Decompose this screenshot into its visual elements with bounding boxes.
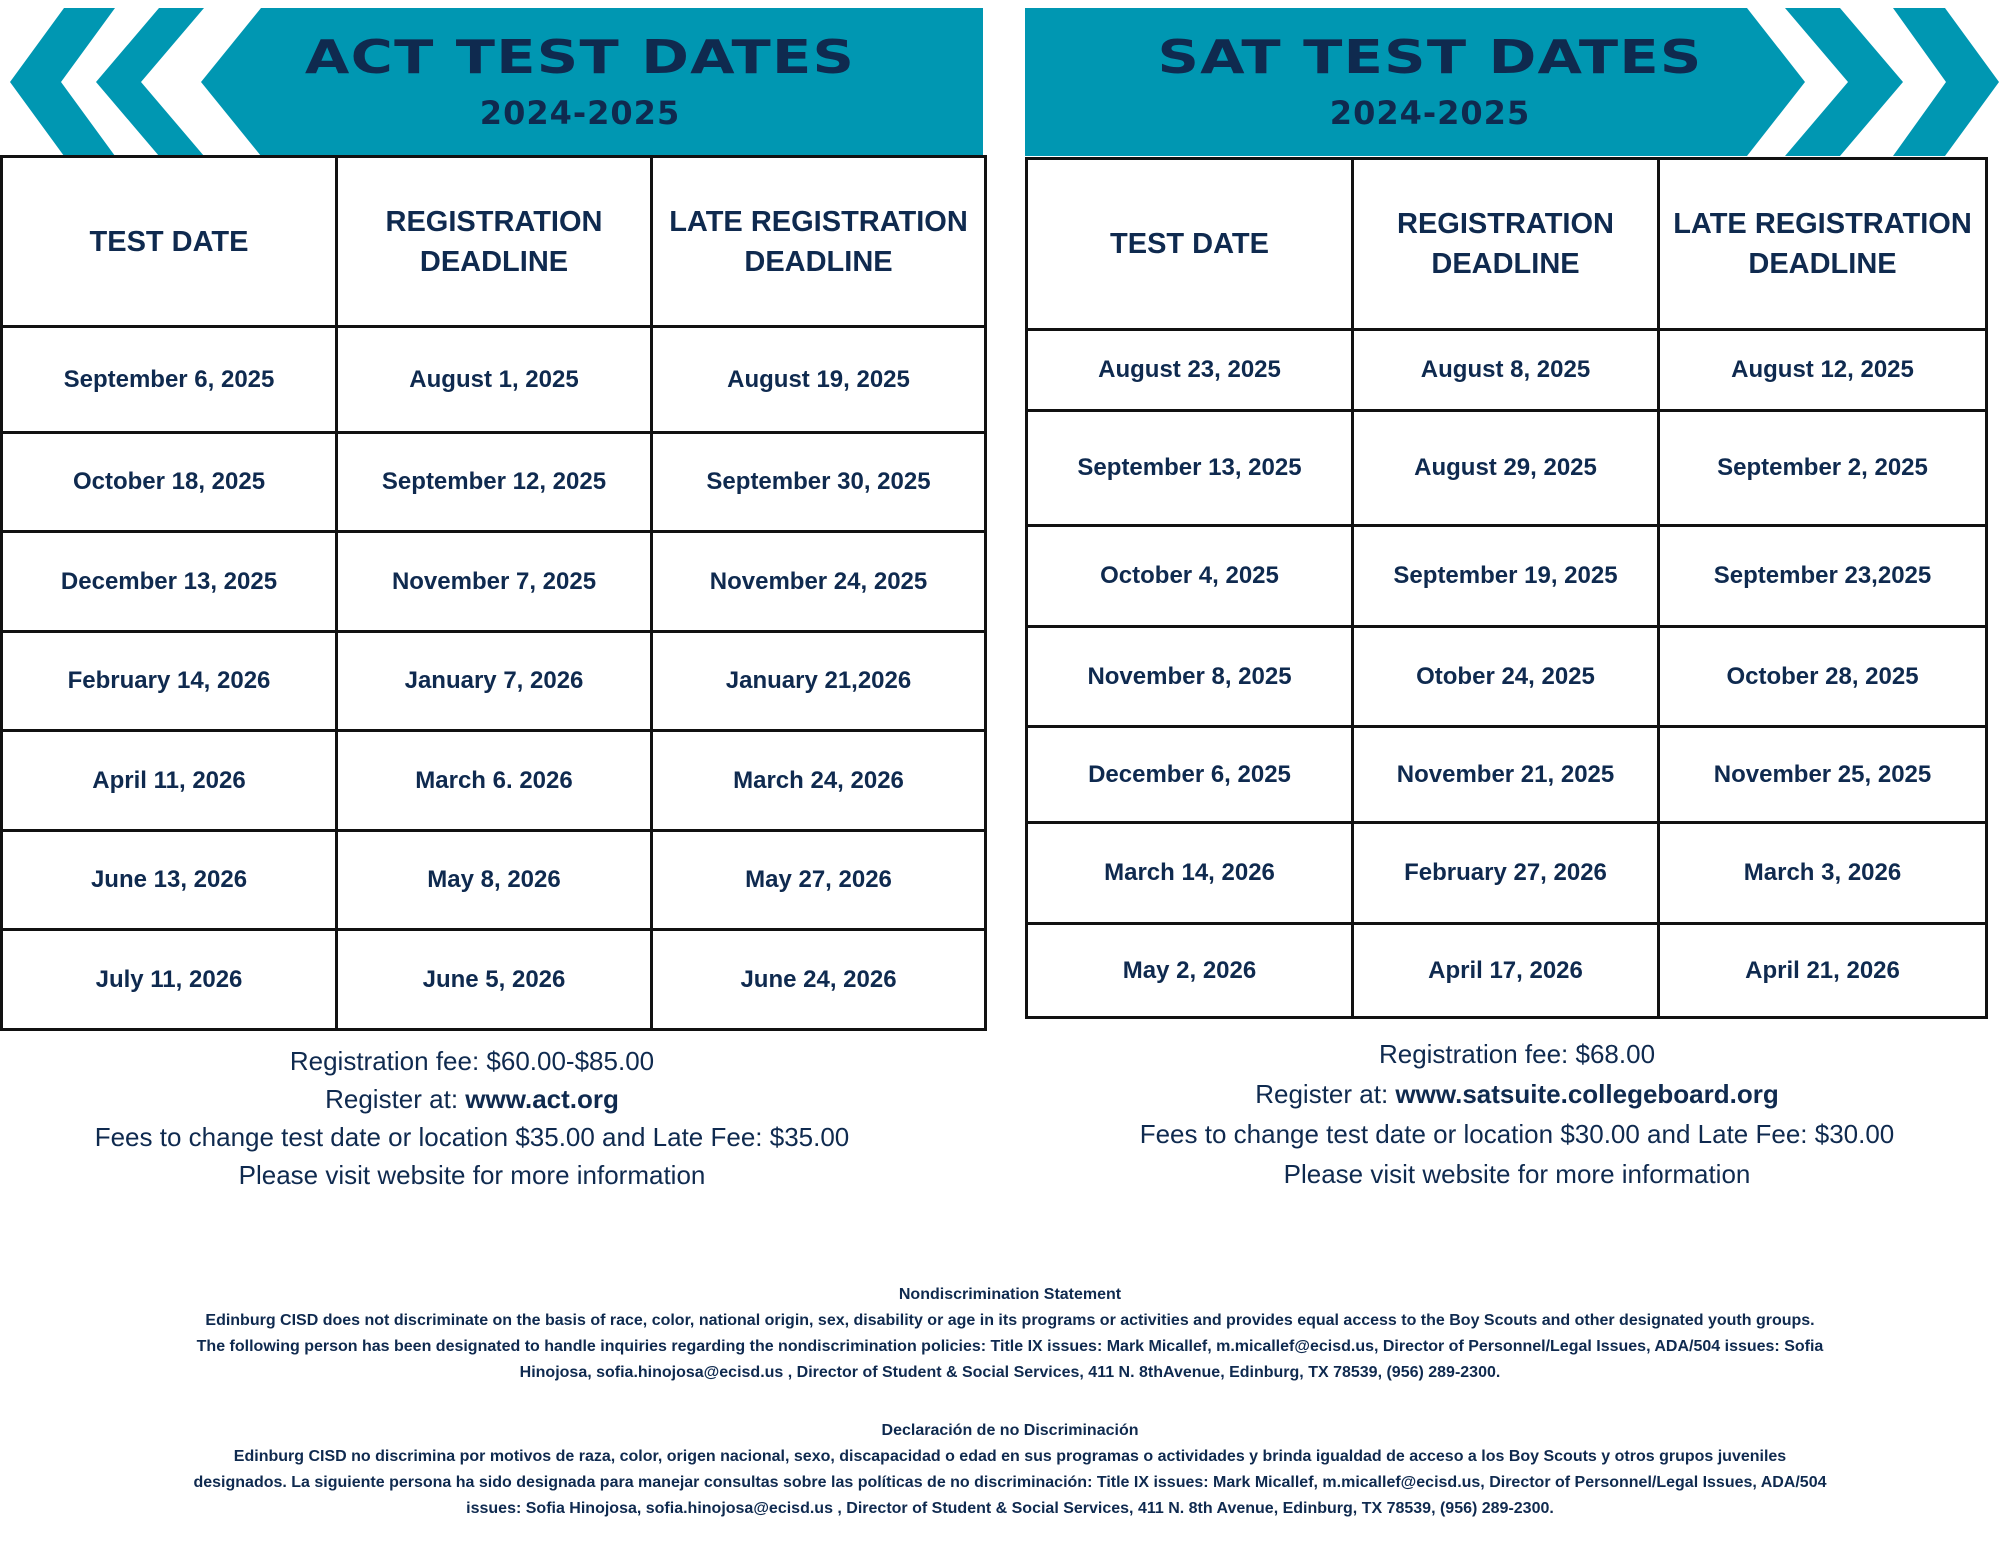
header-row — [2, 157, 986, 327]
nondiscrimination-footer — [190, 1282, 1830, 1522]
table-row — [1027, 330, 1987, 411]
act-website-link[interactable]: www.act.org — [465, 1084, 619, 1114]
date-cell: May 8, 2026 — [337, 831, 652, 930]
date-cell: August 1, 2025 — [337, 327, 652, 433]
table-row — [2, 532, 986, 632]
date-cell: December 13, 2025 — [2, 532, 337, 632]
date-cell: February 27, 2026 — [1353, 823, 1659, 924]
date-cell: March 24, 2026 — [652, 731, 986, 831]
date-cell: September 12, 2025 — [337, 433, 652, 532]
sat-website-link[interactable]: www.satsuite.collegeboard.org — [1395, 1079, 1779, 1109]
date-cell: March 6. 2026 — [337, 731, 652, 831]
header-row — [1027, 159, 1987, 330]
date-cell: November 24, 2025 — [652, 532, 986, 632]
date-cell: September 19, 2025 — [1353, 526, 1659, 627]
date-cell: October 4, 2025 — [1027, 526, 1353, 627]
date-cell: January 7, 2026 — [337, 632, 652, 731]
date-cell: September 23,2025 — [1659, 526, 1987, 627]
nondiscrimination-body: Edinburg CISD does not discriminate on the basis of race, color, national origin, sex, disability or age in its programs or activities and provides equal access to the Boy Scouts and other designated youth groups. The following person has been designated to handle inquiries regarding the nondiscrimination policies: Title IX issues: Mark Micallef, m.micallef@ecisd.us, Director of Personnel/Legal Issues, ADA/504 issues: Sofia Hinojosa, sofia.hinojosa@ecisd.us , Director of Student & Social Services, 411 N. 8thAvenue, Edinburg, TX 78539, (956) 289-2300. — [196, 1312, 1824, 1381]
table-row — [2, 930, 986, 1030]
table-row — [1027, 526, 1987, 627]
table-row — [2, 433, 986, 532]
table-row — [2, 731, 986, 831]
date-cell: August 12, 2025 — [1659, 330, 1987, 411]
sat-change-fees: Fees to change test date or location $30.00 and Late Fee: $30.00 — [1139, 1119, 1895, 1149]
date-cell: October 18, 2025 — [2, 433, 337, 532]
date-cell: March 3, 2026 — [1659, 823, 1987, 924]
register-label: Register at: — [1255, 1079, 1396, 1109]
date-cell: May 2, 2026 — [1027, 924, 1353, 1018]
column-header: REGISTRATION DEADLINE — [337, 157, 652, 327]
date-cell: September 6, 2025 — [2, 327, 337, 433]
column-header: TEST DATE — [1027, 159, 1353, 330]
date-cell: November 7, 2025 — [337, 532, 652, 632]
sat-register-line — [1085, 1074, 1949, 1114]
table-row — [1027, 924, 1987, 1018]
date-cell: January 21,2026 — [652, 632, 986, 731]
act-registration-fee: Registration fee: $60.00-$85.00 — [289, 1046, 655, 1076]
date-cell: September 30, 2025 — [652, 433, 986, 532]
date-cell: April 21, 2026 — [1659, 924, 1987, 1018]
act-dates-table — [0, 155, 987, 1031]
date-cell: October 28, 2025 — [1659, 627, 1987, 727]
table-row — [1027, 411, 1987, 526]
act-change-fees: Fees to change test date or location $35.00 and Late Fee: $35.00 — [94, 1122, 850, 1152]
table-row — [1027, 627, 1987, 727]
declaracion-body: Edinburg CISD no discrimina por motivos de raza, color, origen nacional, sexo, discapacidad o edad en sus programas o actividades y brinda igualdad de acceso a los Boy Scouts y otros grupos juveniles designados. La siguiente persona ha sido designada para manejar consultas sobre las políticas de no discriminación: Title IX issues: Mark Micallef, m.micallef@ecisd.us, Director of Personnel/Legal Issues, ADA/504 issues: Sofia Hinojosa, sofia.hinojosa@ecisd.us , Director of Student & Social Services, 411 N. 8th Avenue, Edinburg, TX 78539, (956) 289-2300. — [193, 1448, 1827, 1517]
date-cell: August 19, 2025 — [652, 327, 986, 433]
date-cell: November 25, 2025 — [1659, 727, 1987, 823]
act-visit-info: Please visit website for more information — [238, 1160, 706, 1190]
declaracion-title: Declaración de no Discriminación — [881, 1422, 1139, 1439]
date-cell: March 14, 2026 — [1027, 823, 1353, 924]
date-cell: August 8, 2025 — [1353, 330, 1659, 411]
date-cell: August 29, 2025 — [1353, 411, 1659, 526]
date-cell: September 13, 2025 — [1027, 411, 1353, 526]
act-title: ACT TEST DATES — [304, 30, 856, 84]
table-row — [1027, 727, 1987, 823]
date-cell: August 23, 2025 — [1027, 330, 1353, 411]
date-cell: November 8, 2025 — [1027, 627, 1353, 727]
nondiscrimination-title: Nondiscrimination Statement — [898, 1286, 1122, 1303]
date-cell: May 27, 2026 — [652, 831, 986, 930]
table-row — [2, 327, 986, 433]
date-cell: December 6, 2025 — [1027, 727, 1353, 823]
chevron-right-icon — [1893, 8, 1999, 156]
date-cell: Otober 24, 2025 — [1353, 627, 1659, 727]
sat-fees — [1085, 1034, 1949, 1194]
table-row — [1027, 823, 1987, 924]
sat-dates-table — [1025, 157, 1988, 1019]
act-fees — [40, 1042, 904, 1194]
column-header: LATE REGISTRATION DEADLINE — [1659, 159, 1987, 330]
sat-year: 2024-2025 — [1329, 94, 1531, 132]
register-label: Register at: — [325, 1084, 466, 1114]
date-cell: April 11, 2026 — [2, 731, 337, 831]
column-header: LATE REGISTRATION DEADLINE — [652, 157, 986, 327]
date-cell: June 5, 2026 — [337, 930, 652, 1030]
act-register-line — [40, 1080, 904, 1118]
sat-registration-fee: Registration fee: $68.00 — [1378, 1039, 1656, 1069]
date-cell: July 11, 2026 — [2, 930, 337, 1030]
column-header: REGISTRATION DEADLINE — [1353, 159, 1659, 330]
sat-visit-info: Please visit website for more information — [1283, 1159, 1751, 1189]
date-cell: November 21, 2025 — [1353, 727, 1659, 823]
date-cell: September 2, 2025 — [1659, 411, 1987, 526]
date-cell: February 14, 2026 — [2, 632, 337, 731]
date-cell: June 24, 2026 — [652, 930, 986, 1030]
date-cell: June 13, 2026 — [2, 831, 337, 930]
sat-title: SAT TEST DATES — [1157, 30, 1703, 84]
act-year: 2024-2025 — [479, 94, 681, 132]
column-header: TEST DATE — [2, 157, 337, 327]
table-row — [2, 831, 986, 930]
table-row — [2, 632, 986, 731]
date-cell: April 17, 2026 — [1353, 924, 1659, 1018]
